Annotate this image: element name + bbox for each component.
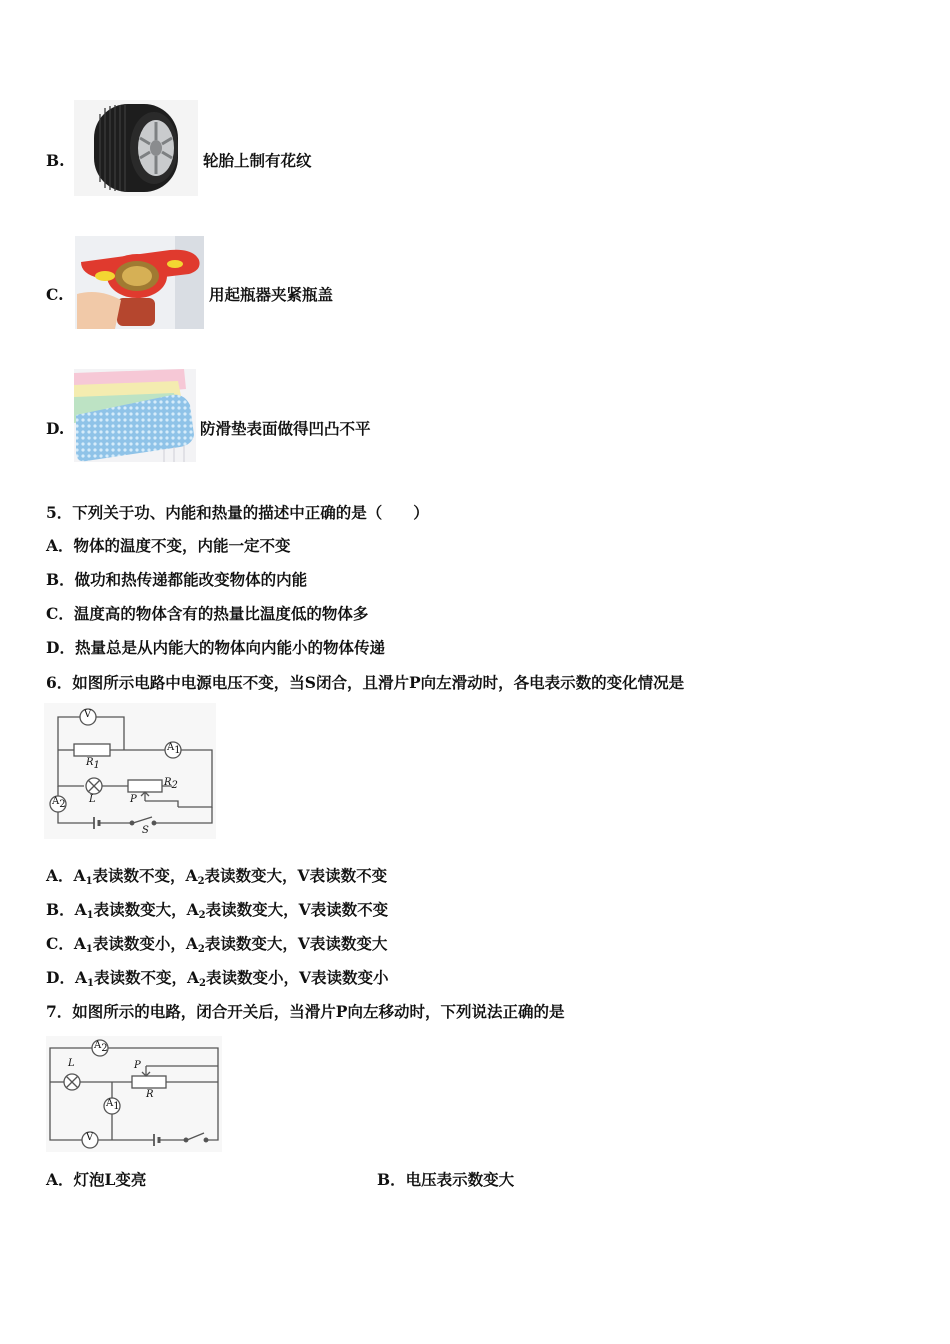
circuit-diagram-q7 — [46, 1036, 222, 1152]
rheostat-icon — [132, 1076, 166, 1088]
tire-image — [74, 100, 198, 196]
option-label: C. — [46, 285, 64, 304]
resistor-label-r1: $R_1$ — [86, 757, 100, 771]
option-label: D． — [46, 638, 75, 657]
option-label: B. — [46, 151, 65, 170]
circuit-diagram-q6 — [44, 703, 216, 839]
option-label: A． — [46, 536, 74, 555]
option-label: A． — [46, 1170, 74, 1189]
meter-label-v: V — [84, 709, 92, 720]
rheostat-label: R — [146, 1089, 154, 1100]
option-label: D. — [46, 419, 65, 438]
option-line — [377, 1170, 514, 1190]
meter-label-a1: $A_1$ — [106, 1098, 120, 1112]
bottle-opener-image — [75, 236, 204, 329]
question-stem: 5．下列关于功、内能和热量的描述中正确的是（ ） — [46, 503, 429, 522]
question-stem: 6．如图所示电路中电源电压不变，当S闭合，且滑片P向左滑动时，各电表示数的变化情况是 — [46, 673, 685, 692]
switch-label: S — [142, 825, 149, 836]
meter-label-a2: $A_2$ — [94, 1040, 108, 1054]
option-label: C． — [46, 604, 74, 623]
question-stem: 7．如图所示的电路，闭合开关后，当滑片P向左移动时，下列说法正确的是 — [46, 1002, 565, 1021]
option-text: 防滑垫表面做得凹凸不平 — [200, 419, 371, 438]
lamp-label: L — [89, 794, 96, 805]
resistor-r1-icon — [74, 744, 110, 756]
option-text: 轮胎上制有花纹 — [203, 151, 312, 170]
option-text: 电压表示数变大 — [405, 1170, 515, 1189]
option-line — [46, 1170, 146, 1190]
option-line: C．$A_1$表读数变小，$A_2$表读数变大，V表读数变大 — [46, 934, 388, 955]
rheostat-label-r2: $R_2$ — [164, 777, 178, 791]
lamp-label: L — [68, 1058, 75, 1069]
rheostat-r2-icon — [128, 780, 162, 792]
meter-label-a1: $A_1$ — [167, 742, 181, 756]
option-text: 热量总是从内能大的物体向内能小的物体传递 — [74, 638, 385, 657]
option-text: 用起瓶器夹紧瓶盖 — [209, 285, 334, 304]
option-text: 温度高的物体含有的热量比温度低的物体多 — [73, 604, 369, 623]
option-label: B． — [377, 1170, 406, 1189]
option-line — [46, 570, 307, 590]
option-text: 物体的温度不变，内能一定不变 — [73, 536, 291, 555]
option-line: D．$A_1$表读数不变，$A_2$表读数变小，V表读数变小 — [46, 968, 389, 989]
slider-label: P — [130, 794, 137, 805]
meter-label-a2: $A_2$ — [52, 796, 66, 810]
option-text: 灯泡L变亮 — [73, 1170, 147, 1189]
non-slip-mat-image — [74, 369, 196, 462]
option-line: B．$A_1$表读数变大，$A_2$表读数变大，V表读数不变 — [46, 900, 389, 921]
meter-label-v: V — [86, 1132, 94, 1143]
option-line — [46, 604, 368, 624]
option-line — [46, 536, 291, 556]
option-line — [46, 638, 385, 658]
slider-label: P — [134, 1060, 141, 1071]
option-text: 做功和热传递都能改变物体的内能 — [74, 570, 308, 589]
option-label: B． — [46, 570, 75, 589]
option-line: A．$A_1$表读数不变，$A_2$表读数变大，V表读数不变 — [46, 866, 388, 887]
